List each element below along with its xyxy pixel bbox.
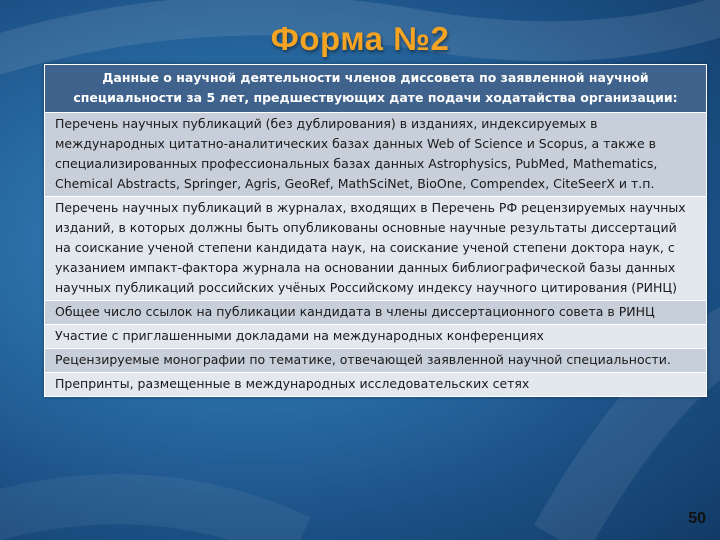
page-number: 50 (688, 510, 706, 527)
table-row (45, 197, 707, 301)
table-row (45, 301, 707, 325)
table-row (45, 325, 707, 349)
table-cell-publications-international: Перечень научных публикаций (без дублирования) в изданиях, индексируемых в международных цитатно-аналитических базах данных Web of Science и Scopus, а также в специализированных профессиональных базах данных Astrophysics, PubMed, Mathematics, Chemical Abstracts, Springer, Agris, GeoRef, MathSciNet, BioOne, Compendex, CiteSeerX и т.п. (45, 113, 707, 197)
table-row (45, 349, 707, 373)
table-cell-invited-talks: Участие с приглашенными докладами на международных конференциях (45, 325, 707, 349)
table-row (45, 373, 707, 397)
table-row (45, 113, 707, 197)
table-cell-publications-russian: Перечень научных публикаций в журналах, входящих в Перечень РФ рецензируемых научных изданий, в которых должны быть опубликованы основные научные результаты диссертаций на соискание ученой степени кандидата наук, на соискание ученой степени доктора наук, с указанием импакт-фактора журнала на основании данных библиографической базы данных научных публикаций российских учёных Российскому индексу научного цитирования (РИНЦ) (45, 197, 707, 301)
table-cell-monographs: Рецензируемые монографии по тематике, отвечающей заявленной научной специальности. (45, 349, 707, 373)
slide-title: Форма №2 (270, 20, 450, 57)
table-header: Данные о научной деятельности членов диссовета по заявленной научной специальности за 5 лет, предшествующих дате подачи ходатайства организации: (45, 65, 707, 113)
form-table (44, 64, 707, 397)
table-cell-citations-rinc: Общее число ссылок на публикации кандидата в члены диссертационного совета в РИНЦ (45, 301, 707, 325)
table-cell-preprints: Препринты, размещенные в международных исследовательских сетях (45, 373, 707, 397)
